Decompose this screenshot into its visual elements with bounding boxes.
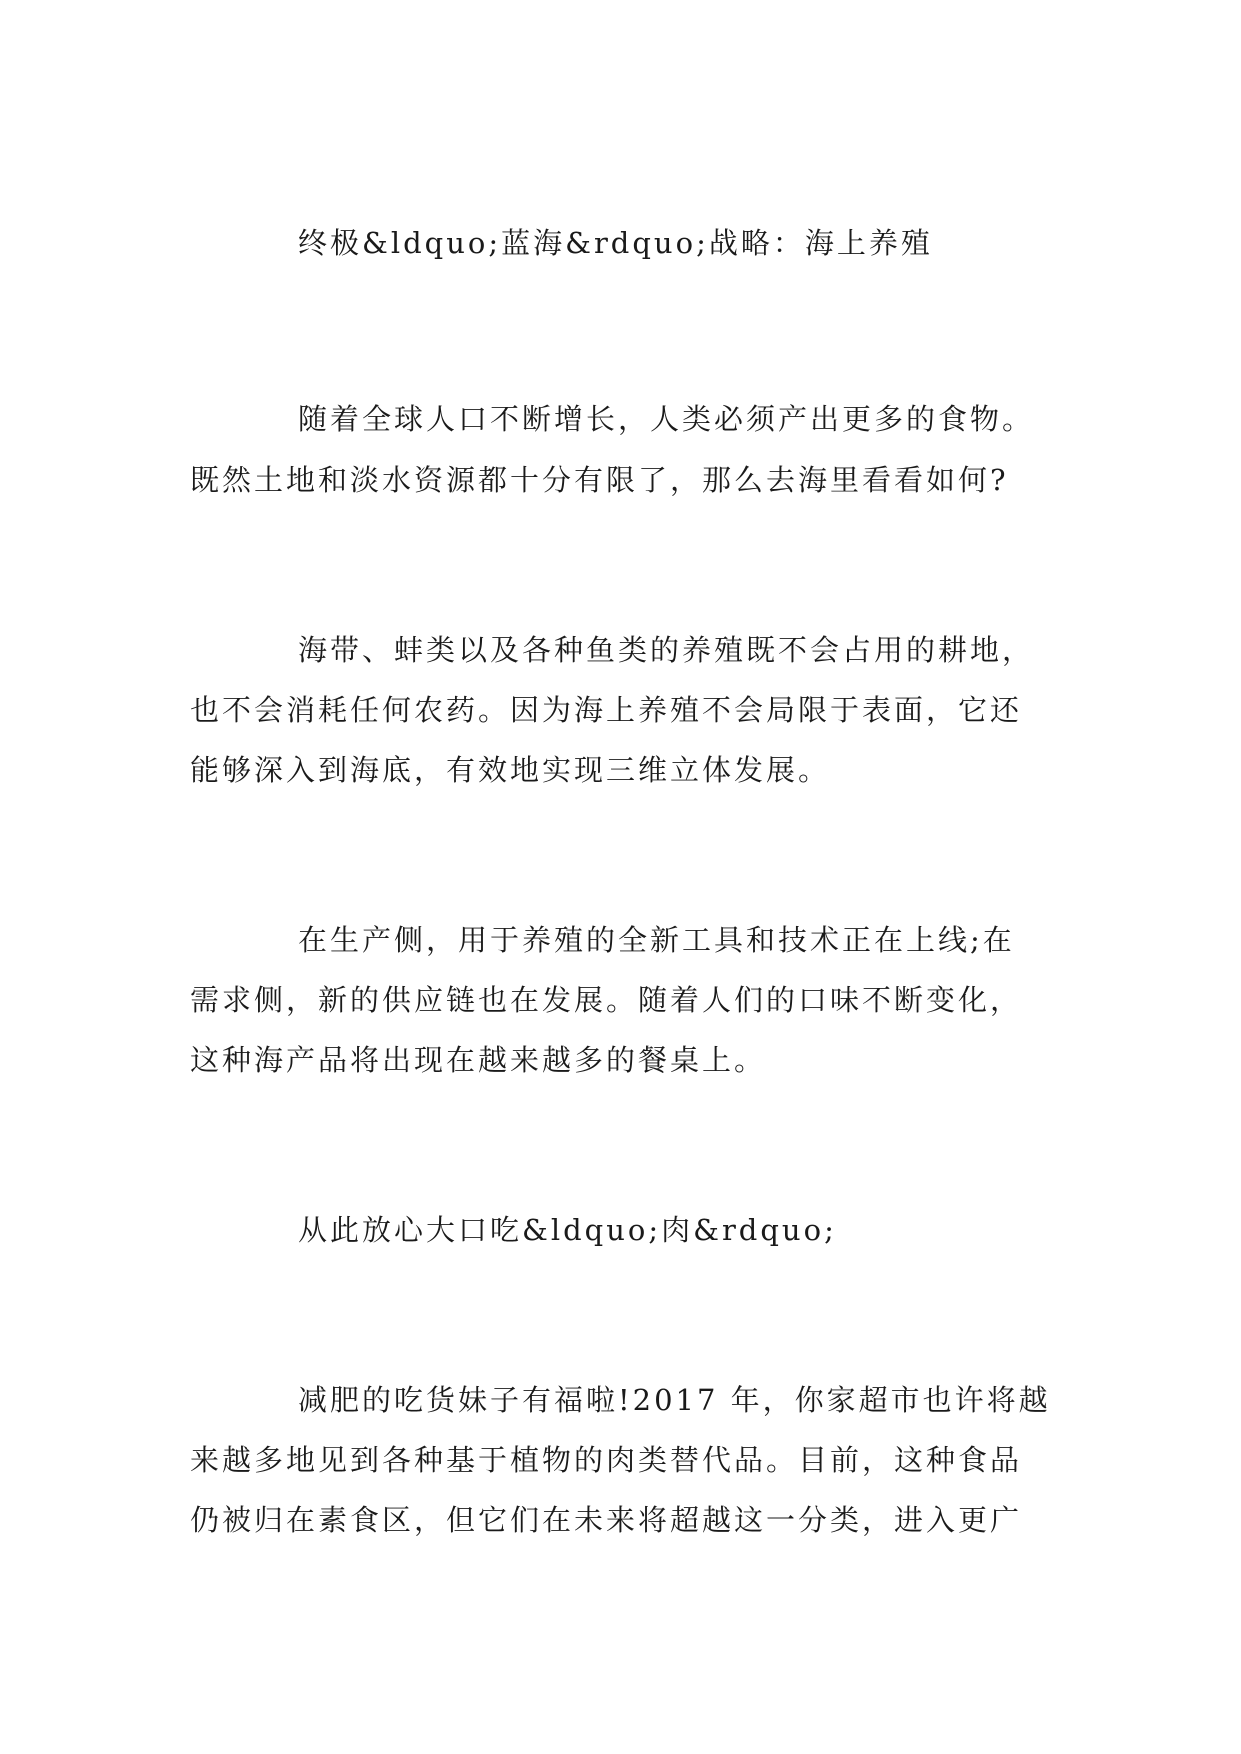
paragraph-line: 需求侧，新的供应链也在发展。随着人们的口味不断变化，	[190, 983, 1023, 1017]
section-heading-meat: 从此放心大口吃&ldquo;肉&rdquo;	[298, 1213, 837, 1247]
section-heading-seafarming: 终极&ldquo;蓝海&rdquo;战略：海上养殖	[298, 226, 933, 260]
paragraph-line: 在生产侧，用于养殖的全新工具和技术正在上线;在	[298, 923, 1015, 957]
paragraph-line: 这种海产品将出现在越来越多的餐桌上。	[190, 1043, 767, 1077]
paragraph-line: 既然土地和淡水资源都十分有限了，那么去海里看看如何?	[190, 463, 1009, 497]
paragraph-line: 来越多地见到各种基于植物的肉类替代品。目前，这种食品	[190, 1443, 1023, 1477]
paragraph-line: 减肥的吃货妹子有福啦!2017 年，你家超市也许将越	[298, 1383, 1051, 1417]
paragraph-line: 海带、蚌类以及各种鱼类的养殖既不会占用的耕地，	[298, 633, 1035, 667]
paragraph-line: 也不会消耗任何农药。因为海上养殖不会局限于表面，它还	[190, 693, 1023, 727]
paragraph-line: 能够深入到海底，有效地实现三维立体发展。	[190, 753, 831, 787]
paragraph-line: 随着全球人口不断增长，人类必须产出更多的食物。	[298, 402, 1035, 436]
paragraph-line: 仍被归在素食区，但它们在未来将超越这一分类，进入更广	[190, 1503, 1023, 1537]
